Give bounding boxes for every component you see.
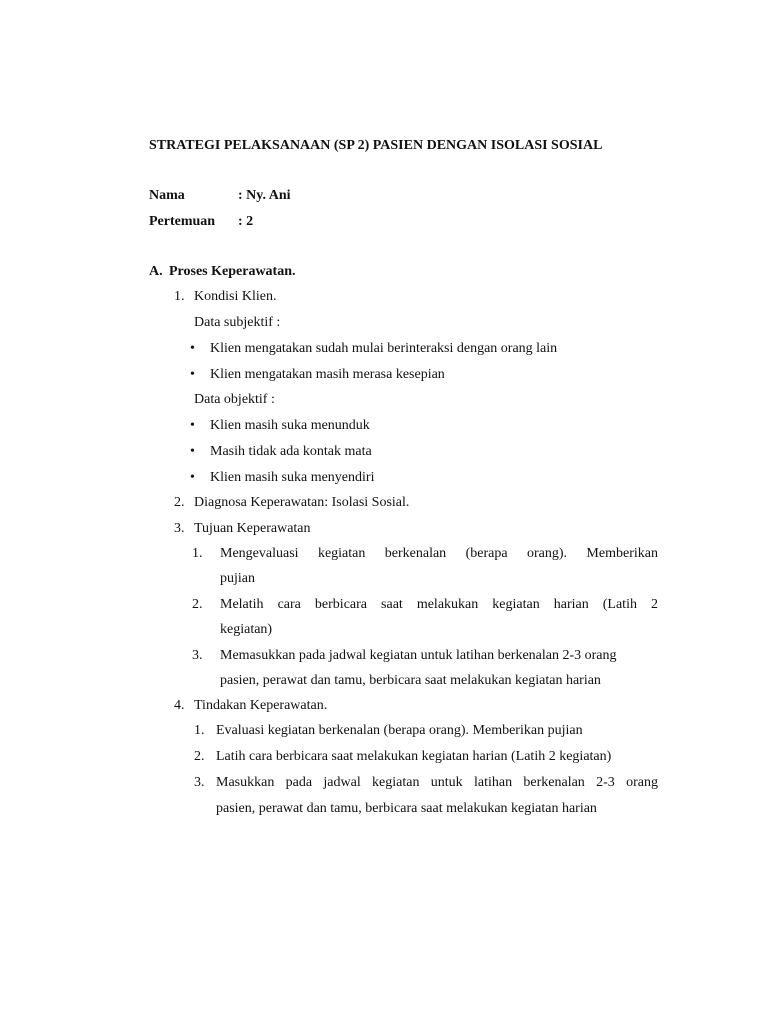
action-line: Masukkan pada jadwal kegiatan untuk latihan berkenalan 2-3 orang	[216, 775, 658, 790]
objective-item: Masih tidak ada kontak mata	[210, 444, 372, 459]
action-number: 2.	[194, 749, 205, 764]
action-number: 3.	[194, 775, 205, 790]
item2-number: 2.	[174, 495, 185, 510]
goal-number: 3.	[192, 648, 203, 663]
action-text: Evaluasi kegiatan berkenalan (berapa orang). Memberikan pujian	[216, 723, 583, 738]
subjective-item: Klien mengatakan masih merasa kesepian	[210, 367, 445, 382]
bullet-icon: •	[190, 367, 195, 382]
name-value: : Ny. Ani	[238, 188, 291, 203]
goal-line-cont: kegiatan)	[220, 622, 273, 637]
name-label: Nama	[149, 188, 185, 203]
item4-number: 4.	[174, 698, 185, 713]
meeting-label: Pertemuan	[149, 214, 216, 229]
item2-text: Diagnosa Keperawatan: Isolasi Sosial.	[194, 495, 410, 510]
goal-number: 1.	[192, 546, 203, 561]
subjective-label: Data subjektif :	[194, 315, 281, 330]
objective-item: Klien masih suka menyendiri	[210, 470, 375, 485]
action-text: Latih cara berbicara saat melakukan kegiatan harian (Latih 2 kegiatan)	[216, 749, 612, 764]
bullet-icon: •	[190, 418, 195, 433]
goal-line: Melatih cara berbicara saat melakukan kegiatan harian (Latih 2	[220, 597, 658, 612]
bullet-icon: •	[190, 470, 195, 485]
subjective-item: Klien mengatakan sudah mulai berinteraksi dengan orang lain	[210, 341, 558, 356]
bullet-icon: •	[190, 444, 195, 459]
item4-heading: Tindakan Keperawatan.	[194, 698, 328, 713]
section-a-marker: A.	[149, 264, 163, 279]
item3-number: 3.	[174, 521, 185, 536]
goal-line-cont: pasien, perawat dan tamu, berbicara saat melakukan kegiatan harian	[220, 673, 601, 688]
item1-heading: Kondisi Klien.	[194, 289, 277, 304]
item3-heading: Tujuan Keperawatan	[194, 521, 311, 536]
section-a-heading: Proses Keperawatan.	[169, 264, 296, 279]
action-number: 1.	[194, 723, 205, 738]
goal-line: Memasukkan pada jadwal kegiatan untuk latihan berkenalan 2-3 orang	[220, 648, 617, 663]
item1-number: 1.	[174, 289, 185, 304]
bullet-icon: •	[190, 341, 195, 356]
objective-item: Klien masih suka menunduk	[210, 418, 370, 433]
goal-number: 2.	[192, 597, 203, 612]
goal-line: Mengevaluasi kegiatan berkenalan (berapa orang). Memberikan	[220, 546, 658, 561]
objective-label: Data objektif :	[194, 392, 275, 407]
goal-line-cont: pujian	[220, 571, 255, 586]
document-title: STRATEGI PELAKSANAAN (SP 2) PASIEN DENGAN ISOLASI SOSIAL	[149, 138, 603, 153]
action-line-cont: pasien, perawat dan tamu, berbicara saat melakukan kegiatan harian	[216, 801, 597, 816]
meeting-value: : 2	[238, 214, 254, 229]
